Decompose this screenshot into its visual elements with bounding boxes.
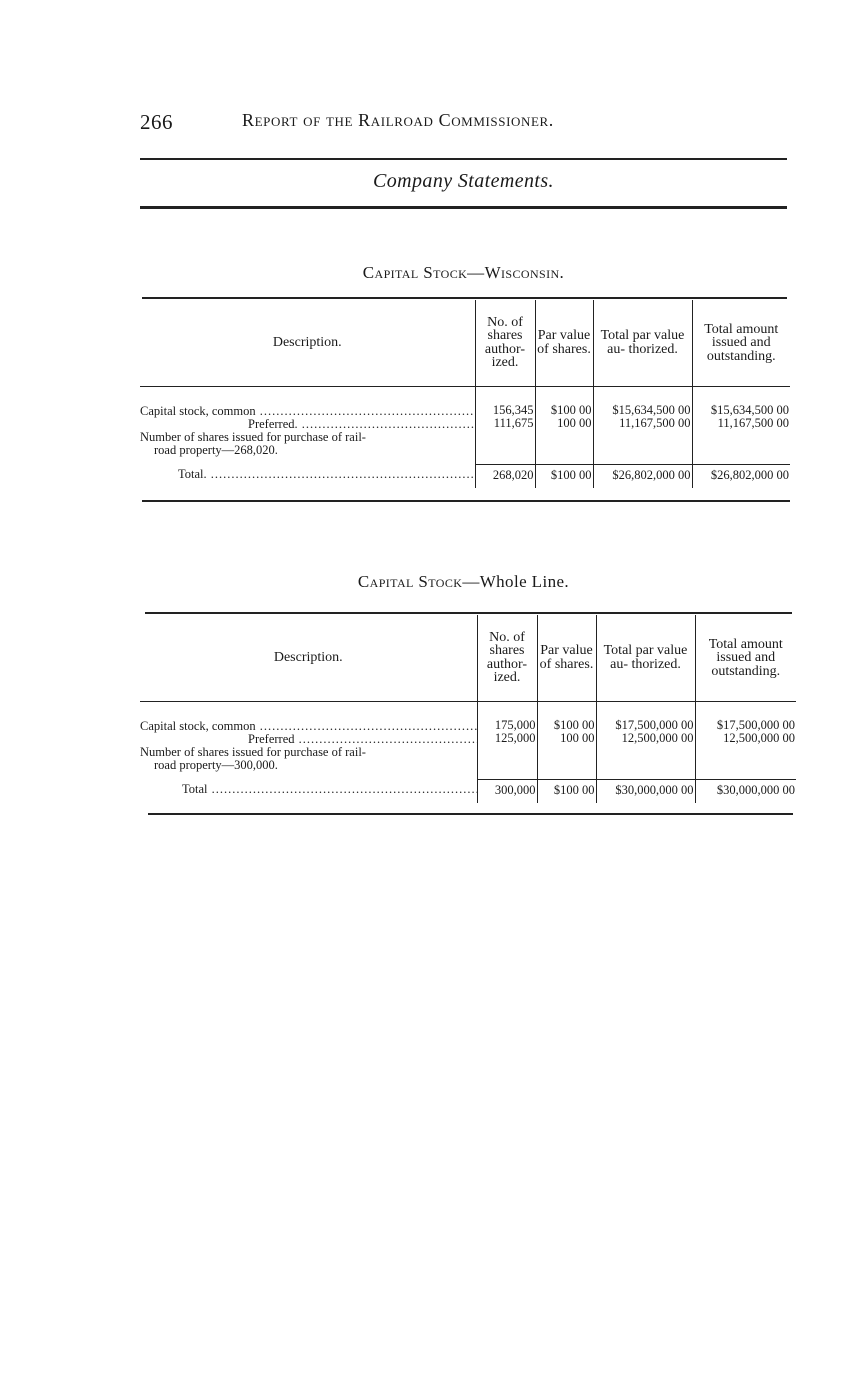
table-top-rule (142, 297, 787, 299)
total-par: $100 00 (535, 464, 593, 488)
section-title: Company Statements. (373, 170, 554, 192)
par-preferred: 100 00 (557, 415, 592, 430)
total-label: Total. ..... (140, 468, 475, 481)
par-common: $100 00 (550, 402, 592, 417)
issued-cell (695, 701, 796, 779)
header-rule-top (140, 158, 787, 160)
issued-common: $17,500,000 00 (716, 717, 795, 732)
row-note-line1: Number of shares issued for purchase of rail- (140, 745, 366, 759)
row-label-common: Capital stock, common ..... (140, 720, 477, 733)
par-cell (537, 701, 596, 779)
total-row (140, 779, 796, 803)
shares-cell (477, 701, 537, 779)
col-header-total-issued: Total amount issued and outstanding. (695, 615, 796, 701)
table-title-wisconsin (140, 263, 787, 283)
total-par-preferred: 11,167,500 00 (619, 415, 691, 430)
table-row (140, 701, 796, 779)
table-bottom-rule (148, 813, 793, 815)
total-total-par: $30,000,000 00 (596, 779, 695, 803)
shares-preferred: 125,000 (494, 730, 536, 745)
capital-stock-whole-line-table (140, 615, 796, 803)
col-header-par-value: Par value of shares. (537, 615, 596, 701)
total-label: Total ..... (140, 783, 477, 796)
total-par-cell (593, 386, 692, 464)
shares-cell (475, 386, 535, 464)
total-total-par: $26,802,000 00 (593, 464, 692, 488)
header-rule-bottom (140, 206, 787, 209)
row-description (140, 386, 475, 464)
table-title-suffix: —Whole Line. (462, 572, 570, 591)
col-header-description: Description. (273, 650, 343, 665)
par-cell (535, 386, 593, 464)
total-row (140, 464, 790, 488)
table-title-prefix: Capital Stock (362, 263, 468, 282)
running-head: Report of the Railroad Commissioner. (242, 110, 554, 130)
col-header-shares: No. of shares author- ized. (477, 615, 537, 701)
capital-stock-wisconsin-table (140, 300, 790, 488)
row-label-preferred: Preferred. ..... (140, 418, 475, 431)
row-note-line1: Number of shares issued for purchase of rail- (140, 430, 366, 444)
total-label-cell (140, 779, 477, 803)
page-number: 266 (140, 110, 173, 134)
col-header-total-par: Total par value au- thorized. (596, 615, 695, 701)
table-top-rule (145, 612, 792, 614)
issued-common: $15,634,500 00 (710, 402, 789, 417)
total-shares: 300,000 (477, 779, 537, 803)
total-par: $100 00 (537, 779, 596, 803)
shares-preferred: 111,675 (493, 415, 534, 430)
row-note-line2: road property—300,000. (154, 758, 278, 772)
par-preferred: 100 00 (560, 730, 595, 745)
total-par-cell (596, 701, 695, 779)
total-par-common: $17,500,000 00 (615, 717, 694, 732)
row-description (140, 701, 477, 779)
col-header-par-value: Par value of shares. (535, 300, 593, 386)
issued-cell (692, 386, 790, 464)
total-shares: 268,020 (475, 464, 535, 488)
table-title-whole-line (140, 572, 787, 592)
table-bottom-rule (142, 500, 790, 502)
row-label-common: Capital stock, common ..... (140, 405, 475, 418)
table-title-prefix: Capital Stock (357, 572, 463, 591)
row-note-line2: road property—268,020. (154, 443, 278, 457)
table-row (140, 386, 790, 464)
total-issued: $26,802,000 00 (692, 464, 790, 488)
row-label-preferred: Preferred ..... (140, 733, 477, 746)
total-par-preferred: 12,500,000 00 (621, 730, 694, 745)
col-header-shares: No. of shares author- ized. (475, 300, 535, 386)
total-par-common: $15,634,500 00 (612, 402, 691, 417)
table-header-row (140, 300, 790, 386)
shares-common: 175,000 (494, 717, 536, 732)
shares-common: 156,345 (492, 402, 534, 417)
col-header-total-issued: Total amount issued and outstanding. (692, 300, 790, 386)
table-title-suffix: —Wisconsin. (467, 263, 565, 282)
col-header-total-par: Total par value au- thorized. (593, 300, 692, 386)
col-header-description: Description. (272, 335, 342, 350)
par-common: $100 00 (553, 717, 595, 732)
total-issued: $30,000,000 00 (695, 779, 796, 803)
issued-preferred: 11,167,500 00 (717, 415, 789, 430)
issued-preferred: 12,500,000 00 (723, 730, 795, 745)
table-header-row (140, 615, 796, 701)
total-label-cell (140, 464, 475, 488)
